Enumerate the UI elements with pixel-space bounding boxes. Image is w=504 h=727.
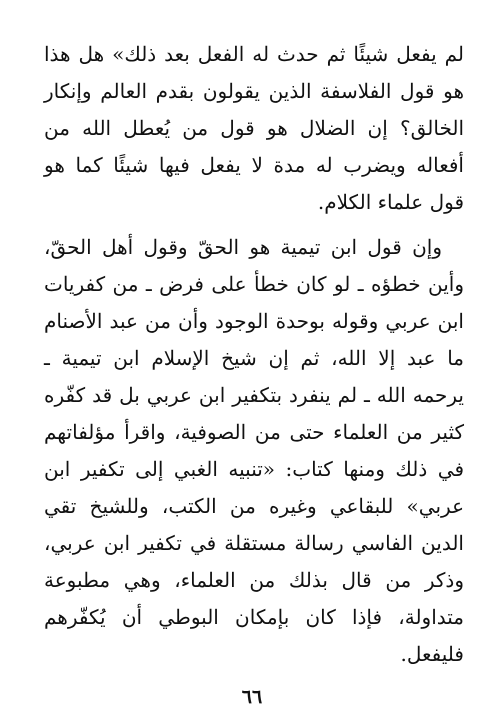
page-number: ٦٦ — [241, 686, 263, 708]
body-text — [44, 36, 464, 673]
paragraph-2: وإن قول ابن تيمية هو الحقّ وقول أهل الحقّ، وأين خطؤه ـ لو كان خطأ على فرض ـ من كفريات ابن عربي وقوله بوحدة الوجود وأن من عبد الأصنام ما عبد إلا الله، ثم إن شيخ الإسلام ابن تيمية ـ يرحمه الله ـ لم ينفرد بتكفير ابن عربي بل قد كفّره كثير من العلماء حتى من الصوفية، واقرأ مؤلفاتهم في ذلك ومنها كتاب: «تنبيه الغبي إلى تكفير ابن عربي» للبقاعي وغيره من الكتب، وللشيخ تقي الدين الفاسي رسالة مستقلة في تكفير ابن عربي، وذكر من قال بذلك من العلماء، وهي مطبوعة متداولة، فإذا كان بإمكان البوطي أن يُكفّرهم فليفعل. — [44, 235, 464, 666]
paragraph-1: لم يفعل شيئًا ثم حدث له الفعل بعد ذلك» هل هذا هو قول الفلاسفة الذين يقولون بقدم العالم وإنكار الخالق؟ إن الضلال هو قول من يُعطل الله من أفعاله ويضرب له مدة لا يفعل فيها شيئًا كما هو قول علماء الكلام. — [44, 42, 464, 214]
